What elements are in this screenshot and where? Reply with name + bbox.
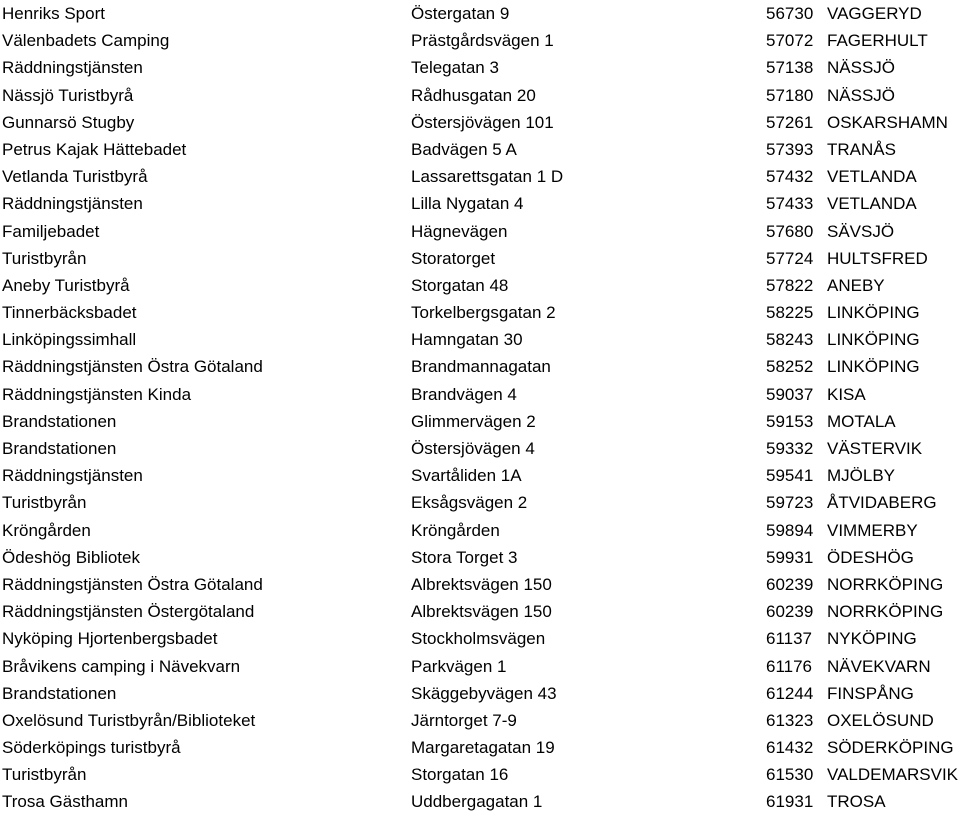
list-item (0, 489, 960, 516)
postal-code: 59931 (766, 547, 814, 567)
postal-code: 57261 (766, 112, 814, 132)
list-item (0, 353, 960, 380)
location-name: Tinnerbäcksbadet (2, 303, 137, 323)
location-name: Räddningstjänsten Kinda (2, 384, 192, 404)
street-address: Storgatan 48 (411, 275, 509, 295)
list-item (0, 299, 960, 326)
street-address: Östergatan 9 (411, 4, 510, 23)
city-name: ÖDESHÖG (827, 547, 914, 567)
street-address: Albrektsvägen 150 (411, 602, 552, 622)
street-address: Albrektsvägen 150 (411, 574, 552, 594)
city-name: MOTALA (827, 411, 896, 431)
city-name: LINKÖPING (827, 357, 920, 377)
street-address: Hamngatan 30 (411, 330, 523, 350)
street-address: Torkelbergsgatan 2 (411, 303, 556, 323)
city-name: OXELÖSUND (827, 710, 934, 730)
postal-code: 61432 (766, 738, 814, 758)
street-address: Stockholmsvägen (411, 629, 546, 649)
city-name: NYKÖPING (827, 629, 917, 649)
list-item (0, 54, 960, 81)
list-item (0, 571, 960, 598)
list-item (0, 707, 960, 734)
street-address: Järntorget 7-9 (411, 710, 517, 730)
location-name: Räddningstjänsten (2, 58, 143, 78)
location-name: Familjebadet (2, 221, 100, 241)
city-name: NORRKÖPING (827, 574, 944, 594)
list-item (0, 734, 960, 761)
location-name: Vetlanda Turistbyrå (2, 167, 148, 187)
location-name: Turistbyrån (2, 248, 87, 268)
postal-code: 56730 (766, 4, 814, 23)
location-name: Linköpingssimhall (2, 330, 137, 350)
location-name: Välenbadets Camping (2, 31, 170, 51)
postal-code: 57724 (766, 248, 814, 268)
street-address: Rådhusgatan 20 (411, 85, 536, 105)
postal-code: 57432 (766, 167, 814, 187)
city-name: LINKÖPING (827, 330, 920, 350)
street-address: Lassarettsgatan 1 D (411, 167, 564, 187)
postal-code: 59894 (766, 520, 814, 540)
city-name: FAGERHULT (827, 31, 928, 51)
postal-code: 60239 (766, 602, 814, 622)
postal-code: 57138 (766, 58, 814, 78)
postal-code: 59153 (766, 411, 814, 431)
list-item (0, 408, 960, 435)
location-name: Räddningstjänsten (2, 466, 143, 486)
street-address: Uddbergagatan 1 (411, 792, 543, 812)
street-address: Parkvägen 1 (411, 656, 507, 676)
location-name: Turistbyrån (2, 765, 87, 785)
postal-code: 61323 (766, 710, 814, 730)
city-name: VETLANDA (827, 167, 917, 187)
street-address: Östersjövägen 4 (411, 439, 535, 458)
list-item (0, 82, 960, 109)
location-name: Trosa Gästhamn (2, 792, 128, 812)
location-name: Gunnarsö Stugby (2, 112, 135, 132)
city-name: SÖDERKÖPING (827, 738, 954, 758)
postal-code: 59332 (766, 439, 814, 458)
city-name: MJÖLBY (827, 466, 896, 486)
postal-code: 59037 (766, 384, 814, 404)
city-name: VAGGERYD (827, 4, 922, 23)
postal-code: 58252 (766, 357, 814, 377)
street-address: Kröngården (411, 520, 500, 540)
list-item (0, 245, 960, 272)
street-address: Stora Torget 3 (411, 547, 518, 567)
city-name: VALDEMARSVIK (827, 765, 959, 785)
postal-code: 61931 (766, 792, 814, 812)
postal-code: 57680 (766, 221, 814, 241)
street-address: Storgatan 16 (411, 765, 509, 785)
postal-code: 57072 (766, 31, 814, 51)
postal-code: 61137 (766, 629, 813, 649)
postal-code: 61244 (766, 683, 814, 703)
city-name: ANEBY (827, 275, 885, 295)
city-name: VÄSTERVIK (827, 439, 923, 458)
street-address: Svartåliden 1A (411, 466, 522, 486)
street-address: Badvägen 5 A (411, 139, 517, 159)
postal-code: 61530 (766, 765, 814, 785)
street-address: Glimmervägen 2 (411, 411, 536, 431)
location-name: Brandstationen (2, 439, 117, 458)
list-item (0, 136, 960, 163)
list-item (0, 517, 960, 544)
postal-code: 59541 (766, 466, 814, 486)
street-address: Storatorget (411, 248, 496, 268)
city-name: VIMMERBY (827, 520, 918, 540)
location-name: Nyköping Hjortenbergsbadet (2, 629, 218, 649)
street-address: Brandvägen 4 (411, 384, 517, 404)
postal-code: 59723 (766, 493, 814, 513)
list-item (0, 680, 960, 707)
location-name: Brandstationen (2, 411, 117, 431)
postal-code: 57180 (766, 85, 814, 105)
list-item (0, 0, 960, 27)
city-name: ÅTVIDABERG (827, 493, 937, 513)
list-item (0, 653, 960, 680)
location-name: Kröngården (2, 520, 91, 540)
city-name: LINKÖPING (827, 303, 920, 323)
street-address: Margaretagatan 19 (411, 738, 555, 758)
location-name: Turistbyrån (2, 493, 87, 513)
list-item (0, 190, 960, 217)
city-name: SÄVSJÖ (827, 221, 895, 241)
street-address: Östersjövägen 101 (411, 112, 554, 132)
list-item (0, 761, 960, 788)
city-name: OSKARSHAMN (827, 112, 948, 132)
location-name: Räddningstjänsten Östra Götaland (2, 357, 263, 377)
list-item (0, 163, 960, 190)
street-address: Skäggebyvägen 43 (411, 683, 557, 703)
location-name: Ödeshög Bibliotek (2, 547, 140, 567)
list-item (0, 272, 960, 299)
location-name: Räddningstjänsten Östra Götaland (2, 574, 263, 594)
city-name: VETLANDA (827, 194, 917, 214)
city-name: NÄSSJÖ (827, 85, 896, 105)
location-name: Nässjö Turistbyrå (2, 85, 134, 105)
city-name: TROSA (827, 792, 886, 812)
location-name: Brandstationen (2, 683, 117, 703)
postal-code: 60239 (766, 574, 814, 594)
postal-code: 58225 (766, 303, 814, 323)
postal-code: 57822 (766, 275, 814, 295)
list-item (0, 462, 960, 489)
city-name: FINSPÅNG (827, 683, 914, 703)
location-name: Räddningstjänsten (2, 194, 143, 214)
street-address: Brandmannagatan (411, 357, 551, 377)
location-name: Bråvikens camping i Nävekvarn (2, 656, 241, 676)
list-item (0, 598, 960, 625)
location-name: Petrus Kajak Hättebadet (2, 139, 187, 159)
city-name: TRANÅS (827, 139, 896, 159)
location-name: Söderköpings turistbyrå (2, 738, 181, 758)
location-name: Aneby Turistbyrå (2, 275, 130, 295)
list-item (0, 109, 960, 136)
city-name: KISA (827, 384, 866, 404)
street-address: Prästgårdsvägen 1 (411, 31, 554, 51)
list-item (0, 435, 960, 462)
street-address: Eksågsvägen 2 (411, 493, 528, 513)
list-item (0, 625, 960, 652)
street-address: Lilla Nygatan 4 (411, 194, 524, 214)
location-name: Oxelösund Turistbyrån/Biblioteket (2, 710, 256, 730)
location-name: Henriks Sport (2, 4, 105, 23)
list-item (0, 27, 960, 54)
list-item (0, 544, 960, 571)
postal-code: 57433 (766, 194, 814, 214)
street-address: Telegatan 3 (411, 58, 499, 78)
street-address: Hägnevägen (411, 221, 508, 241)
postal-code: 58243 (766, 330, 814, 350)
list-item (0, 218, 960, 245)
postal-code: 57393 (766, 139, 814, 159)
list-item (0, 788, 960, 815)
city-name: NORRKÖPING (827, 602, 944, 622)
postal-code: 61176 (766, 656, 813, 676)
list-item (0, 381, 960, 408)
city-name: NÄSSJÖ (827, 58, 896, 78)
location-name: Räddningstjänsten Östergötaland (2, 602, 255, 622)
list-item (0, 326, 960, 353)
city-name: NÄVEKVARN (827, 656, 931, 676)
city-name: HULTSFRED (827, 248, 928, 268)
